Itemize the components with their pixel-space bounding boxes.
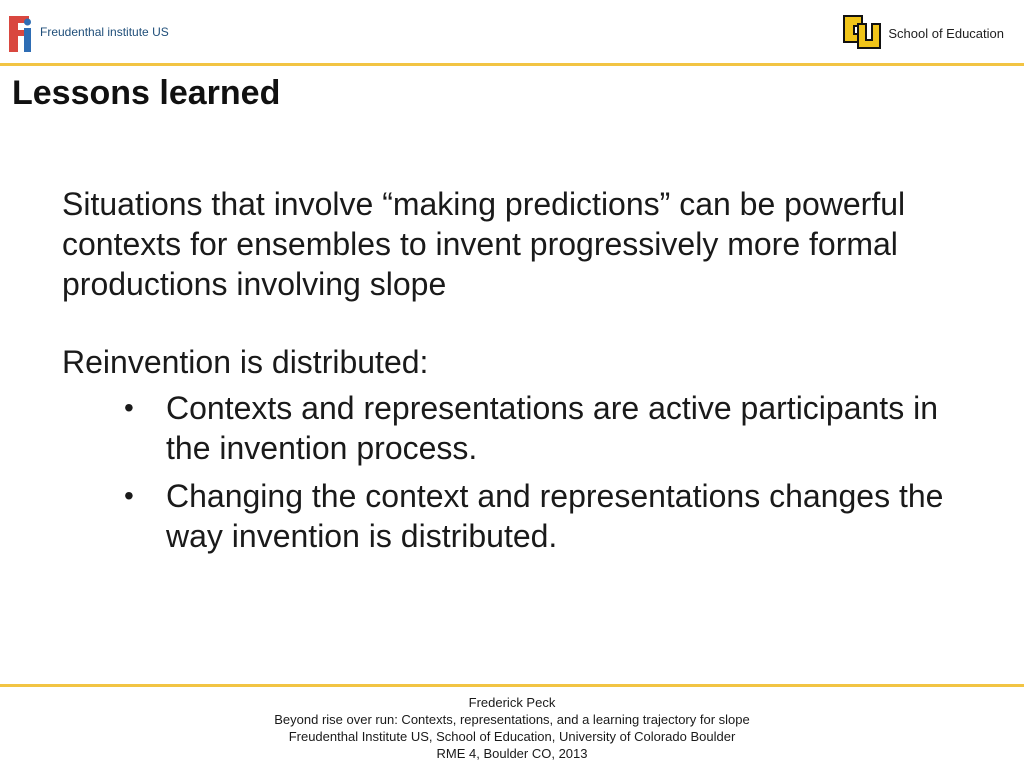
header-divider [0, 63, 1024, 66]
footer-affiliation: Freudenthal Institute US, School of Education, University of Colorado Boulder [288, 729, 736, 744]
slide-footer [0, 694, 1024, 762]
bullet-list [62, 388, 962, 556]
cu-logo-icon [836, 8, 886, 58]
freudenthal-branding [6, 14, 169, 54]
freudenthal-logo-icon [6, 14, 36, 54]
list-item [124, 388, 962, 468]
cu-branding [836, 8, 1004, 58]
bullet-dot-icon: • [124, 480, 134, 511]
footer-divider [0, 684, 1024, 687]
footer-author: Frederick Peck [468, 695, 556, 710]
bullet-text: Contexts and representations are active participants in the invention process. [166, 390, 938, 466]
header-right-text: School of Education [888, 25, 1004, 41]
list-item [124, 476, 962, 556]
paragraph-predictions: Situations that involve “making predictions” can be powerful contexts for ensembles to invent progressively more formal productions involving slope [62, 186, 906, 302]
bullet-text: Changing the context and representations changes the way invention is distributed. [166, 478, 944, 554]
footer-talk-title: Beyond rise over run: Contexts, representations, and a learning trajectory for slope [274, 712, 750, 727]
slide-body [62, 184, 962, 564]
bullet-dot-icon: • [124, 392, 134, 423]
paragraph-reinvention: Reinvention is distributed: [62, 344, 429, 380]
header-left-text: Freudenthal institute US [40, 25, 169, 39]
footer-venue: RME 4, Boulder CO, 2013 [436, 746, 588, 761]
slide-title: Lessons learned [12, 74, 281, 112]
